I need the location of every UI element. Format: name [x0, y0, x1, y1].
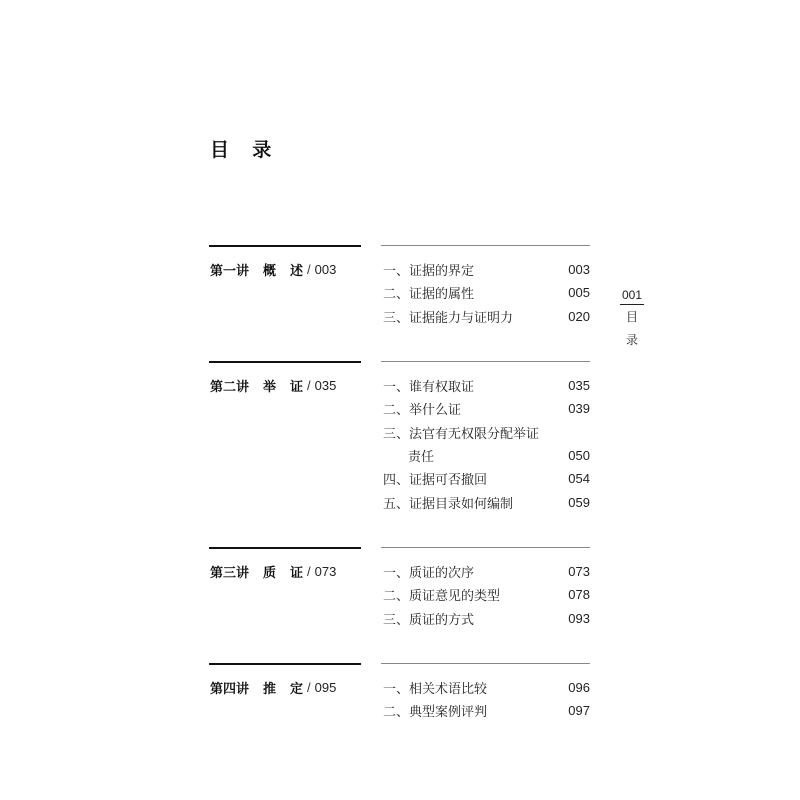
table-of-contents — [209, 245, 590, 756]
toc-entry — [381, 374, 590, 397]
toc-entry — [381, 491, 590, 514]
lecture-separator: / — [307, 378, 311, 394]
toc-entry-title: 一、证据的界定 — [383, 263, 475, 279]
lecture-heading-row — [209, 560, 361, 583]
toc-entry — [381, 583, 590, 606]
lecture-separator: / — [307, 262, 311, 278]
toc-entry-page-number: 050 — [568, 448, 590, 464]
toc-entry-title: 五、证据目录如何编制 — [383, 495, 514, 511]
toc-entry — [381, 560, 590, 583]
lecture-title: 举 证 — [263, 379, 303, 395]
lecture-entries — [381, 663, 590, 756]
lecture-page-number: 095 — [314, 680, 337, 696]
toc-entry — [381, 281, 590, 304]
lecture-heading-row — [209, 676, 361, 699]
lecture-entries — [381, 361, 590, 547]
page-title: 目 录 — [210, 140, 272, 161]
toc-entry-page-number: 078 — [568, 587, 590, 603]
lecture-entries — [381, 245, 590, 361]
toc-entry — [381, 676, 590, 699]
toc-entry — [381, 305, 590, 328]
toc-entry — [381, 421, 590, 444]
toc-entry-page-number: 054 — [568, 471, 590, 487]
toc-entry-page-number: 093 — [568, 610, 590, 626]
lecture-heading — [209, 245, 361, 281]
toc-entry-title: 三、法官有无权限分配举证 — [383, 425, 540, 441]
toc-entry-page-number: 003 — [568, 262, 590, 278]
toc-entry-title: 三、质证的方式 — [383, 611, 475, 627]
toc-entry — [381, 607, 590, 630]
toc-entry-title: 四、证据可否撤回 — [383, 472, 488, 488]
toc-entry-title: 一、质证的次序 — [383, 565, 475, 581]
lecture-number: 第二讲 — [210, 379, 250, 395]
lecture-section — [209, 245, 590, 361]
lecture-title: 推 定 — [263, 681, 303, 697]
toc-entry-page-number: 035 — [568, 378, 590, 394]
toc-entry-continuation — [381, 444, 590, 467]
lecture-title: 质 证 — [263, 565, 303, 581]
toc-entry-title: 责任 — [408, 449, 435, 465]
lecture-number: 第四讲 — [210, 681, 250, 697]
lecture-heading-row — [209, 374, 361, 397]
lecture-title: 概 述 — [263, 263, 303, 279]
lecture-number: 第一讲 — [210, 263, 250, 279]
lecture-heading — [209, 663, 361, 699]
lecture-heading — [209, 361, 361, 397]
toc-entry-title: 二、证据的属性 — [383, 286, 475, 302]
lecture-entries — [381, 547, 590, 663]
lecture-number: 第三讲 — [210, 565, 250, 581]
toc-entry-page-number: 097 — [568, 703, 590, 719]
lecture-section — [209, 361, 590, 547]
toc-entry-page-number: 073 — [568, 564, 590, 580]
lecture-page-number: 073 — [314, 564, 337, 580]
toc-entry-title: 一、谁有权取证 — [383, 379, 475, 395]
toc-entry-title: 二、质证意见的类型 — [383, 588, 501, 604]
lecture-separator: / — [307, 680, 311, 696]
toc-entry — [381, 699, 590, 722]
toc-entry-title: 一、相关术语比较 — [383, 681, 488, 697]
toc-entry-page-number: 039 — [568, 401, 590, 417]
lecture-separator: / — [307, 564, 311, 580]
lecture-section — [209, 547, 590, 663]
lecture-page-number: 003 — [314, 262, 337, 278]
toc-entry-page-number: 020 — [568, 308, 590, 324]
toc-entry — [381, 397, 590, 420]
running-head-page-number: 001 — [620, 288, 644, 305]
lecture-heading — [209, 547, 361, 583]
running-head-title: 目录 — [625, 310, 638, 347]
toc-entry-page-number: 059 — [568, 494, 590, 510]
toc-entry-title: 三、证据能力与证明力 — [383, 309, 514, 325]
lecture-page-number: 035 — [314, 378, 337, 394]
lecture-heading-row — [209, 258, 361, 281]
toc-entry — [381, 467, 590, 490]
toc-entry-title: 二、举什么证 — [383, 402, 462, 418]
toc-entry — [381, 258, 590, 281]
toc-entry-title: 二、典型案例评判 — [383, 704, 488, 720]
toc-entry-page-number: 005 — [568, 285, 590, 301]
toc-entry-page-number: 096 — [568, 680, 590, 696]
lecture-section — [209, 663, 590, 756]
